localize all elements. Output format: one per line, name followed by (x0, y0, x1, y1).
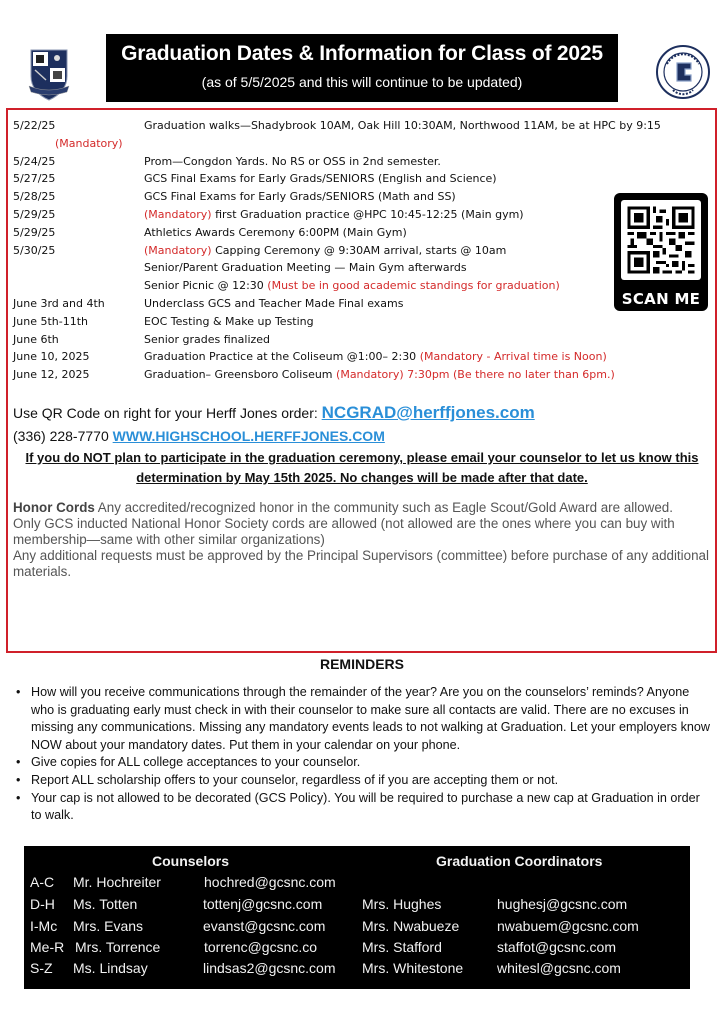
schedule-date: 5/30/25 (13, 243, 56, 257)
schedule-row (13, 153, 653, 171)
order-text: Use QR Code on right for your Herff Jones order: (13, 405, 322, 421)
coordinator-email[interactable]: whitesl@gcsnc.com (497, 960, 621, 976)
counselor-email[interactable]: tottenj@gcsnc.com (203, 896, 323, 912)
schedule-date: June 3rd and 4th (13, 296, 105, 310)
schedule-row (13, 135, 653, 153)
schedule-desc: GCS Final Exams for Early Grads/SENIORS (English and Science) (144, 172, 497, 186)
counselor-email[interactable]: lindsas2@gcsnc.com (203, 960, 336, 976)
schedule-row (13, 277, 653, 295)
schedule-desc (144, 366, 653, 384)
scan-me-label: SCAN ME (621, 290, 701, 308)
honor-line: Only GCS inducted National Honor Society cords are allowed (not allowed are the ones where you can buy with membership—same with other similar organizations) (13, 516, 675, 547)
bison-c-seal-icon (655, 44, 711, 100)
schedule-row (13, 259, 653, 277)
coordinator-name: Mrs. Nwabueze (362, 918, 460, 934)
counselor-range: D-H (30, 896, 55, 912)
mandatory-note: (Must be in good academic standings for graduation) (267, 279, 560, 293)
mandatory-tag: (Mandatory) (144, 243, 212, 257)
schedule-desc-text: first Graduation practice @HPC 10:45-12:25 (Main gym) (211, 207, 524, 221)
counselor-name: Ms. Totten (73, 896, 138, 912)
counselor-name: Mrs. Evans (73, 918, 144, 934)
schedule-desc (144, 348, 653, 366)
contacts-box (24, 846, 690, 989)
schedule-desc-text: Capping Ceremony @ 9:30AM arrival, starts @ 10am (211, 243, 507, 257)
schedule-date: 5/24/25 (13, 154, 56, 168)
honor-cords-label: Honor Cords (13, 500, 95, 515)
schedule-date: 5/28/25 (13, 190, 56, 204)
schedule-desc (144, 206, 653, 224)
counselor-name: Ms. Lindsay (73, 960, 148, 976)
schedule-date: June 12, 2025 (13, 368, 90, 382)
coordinator-email[interactable]: staffot@gcsnc.com (497, 939, 616, 955)
schedule-desc: Athletics Awards Ceremony 6:00PM (Main Gym) (144, 225, 407, 239)
schedule-row (13, 348, 653, 366)
schedule-row (13, 242, 653, 260)
schedule-row (13, 117, 661, 135)
reminders-title: REMINDERS (319, 656, 404, 672)
header-banner (106, 34, 618, 102)
schedule-desc: Underclass GCS and Teacher Made Final exams (144, 296, 404, 310)
schedule-date: 5/22/25 (13, 119, 56, 132)
schedule-row (13, 170, 653, 188)
order-website-link[interactable]: WWW.HIGHSCHOOL.HERFFJONES.COM (112, 428, 385, 444)
counselor-email[interactable]: evanst@gcsnc.com (203, 918, 326, 934)
qr-code-button[interactable] (614, 193, 708, 311)
qr-code-icon (621, 200, 701, 280)
schedule-desc: EOC Testing & Make up Testing (144, 314, 314, 328)
opt-out-notice: If you do NOT plan to participate in the graduation ceremony, please email your counselor to let us know this determination by May 15th 2025. No changes will be made after that date. (25, 450, 699, 485)
counselor-name: Mr. Hochreiter (73, 874, 161, 890)
counselors-title: Counselors (152, 853, 230, 869)
counselor-range: Me-R (30, 939, 65, 955)
schedule-desc (144, 277, 653, 295)
reminders-list (13, 684, 713, 825)
counselor-email[interactable]: torrenc@gcsnc.co (204, 939, 318, 955)
schedule-row (13, 206, 653, 224)
coordinator-name: Mrs. Hughes (362, 896, 442, 912)
counselor-email[interactable]: hochred@gcsnc.com (204, 874, 336, 890)
order-email-link[interactable]: NCGRAD@herffjones.com (321, 403, 535, 422)
phone-line (13, 428, 385, 444)
order-line (13, 403, 535, 423)
coordinators-title: Graduation Coordinators (436, 853, 603, 869)
counselor-range: S-Z (30, 960, 53, 976)
schedule-row (13, 295, 653, 313)
counselor-range: I-Mc (30, 918, 58, 934)
order-phone: (336) 228-7770 (13, 428, 113, 444)
mandatory-tag: (Mandatory) (144, 207, 212, 221)
school-crest-icon (27, 48, 71, 102)
page-title: Graduation Dates & Information for Class of 2025 (121, 42, 603, 65)
schedule-desc: Prom—Congdon Yards. No RS or OSS in 2nd semester. (144, 154, 441, 168)
schedule-date (13, 277, 144, 295)
coordinator-name: Mrs. Whitestone (362, 960, 464, 976)
schedule-mandatory-note: (Mandatory) (55, 136, 123, 150)
schedule-date: 5/29/25 (13, 207, 56, 221)
reminder-item: • Give copies for ALL college acceptances to your counselor. (13, 754, 713, 772)
counselor-range: A-C (30, 874, 55, 890)
schedule-date: 5/29/25 (13, 225, 56, 239)
schedule-date: June 6th (13, 332, 59, 346)
coordinator-email[interactable]: hughesj@gcsnc.com (497, 896, 628, 912)
reminder-item: • Your cap is not allowed to be decorated (GCS Policy). You will be required to purchase a new cap at Graduation in order to walk. (13, 790, 713, 825)
schedule-row (13, 224, 653, 242)
mandatory-note: (Mandatory) 7:30pm (Be there no later than 6pm.) (336, 368, 615, 382)
schedule-date: June 10, 2025 (13, 350, 90, 364)
schedule-desc: GCS Final Exams for Early Grads/SENIORS (Math and SS) (144, 190, 456, 204)
schedule-date: 5/27/25 (13, 172, 56, 186)
coordinator-name: Mrs. Stafford (362, 939, 442, 955)
schedule-date: June 5th-11th (13, 314, 88, 328)
coordinator-email[interactable]: nwabuem@gcsnc.com (497, 918, 639, 934)
reminder-item: • Report ALL scholarship offers to your counselor, regardless of if you are accepting them or not. (13, 772, 713, 790)
schedule-row (13, 366, 653, 384)
schedule-row (13, 313, 653, 331)
honor-text: Any accredited/recognized honor in the community such as Eagle Scout/Gold Award are allowed. (94, 500, 673, 515)
schedule-date (13, 259, 144, 277)
reminder-item: • How will you receive communications through the remainder of the year? Are you on the counselors’ reminds? Anyone who is graduating early must check in with their counselor to make sure all contacts are valid. There are no excuses in missing any communications. Missing any mandatory events leads to not walking at Graduation. Let your employers know NOW about your mandatory dates. Put them in your calendar on your phone. (13, 684, 713, 754)
honor-line: Any additional requests must be approved by the Principal Supervisors (committee) before purchase of any additional materials. (13, 548, 709, 579)
schedule-row (13, 331, 653, 349)
schedule-desc-text: Graduation Practice at the Coliseum @1:00– 2:30 (144, 350, 420, 364)
schedule-desc-text: Senior Picnic @ 12:30 (144, 279, 268, 293)
page-subtitle: (as of 5/5/2025 and this will continue to be updated) (201, 74, 523, 90)
schedule-desc: Senior grades finalized (144, 332, 271, 346)
schedule-row (13, 188, 653, 206)
schedule-desc: Graduation walks—Shadybrook 10AM, Oak Hill 10:30AM, Northwood 11AM, be at HPC by 9:15 (144, 119, 661, 132)
honor-line (13, 500, 709, 516)
schedule-desc: Senior/Parent Graduation Meeting — Main Gym afterwards (144, 261, 467, 275)
honor-cords-section (13, 500, 709, 580)
counselor-name: Mrs. Torrence (75, 939, 161, 955)
schedule-desc-text: Graduation– Greensboro Coliseum (144, 368, 337, 382)
schedule-desc (144, 242, 653, 260)
mandatory-note: (Mandatory - Arrival time is Noon) (419, 350, 607, 364)
